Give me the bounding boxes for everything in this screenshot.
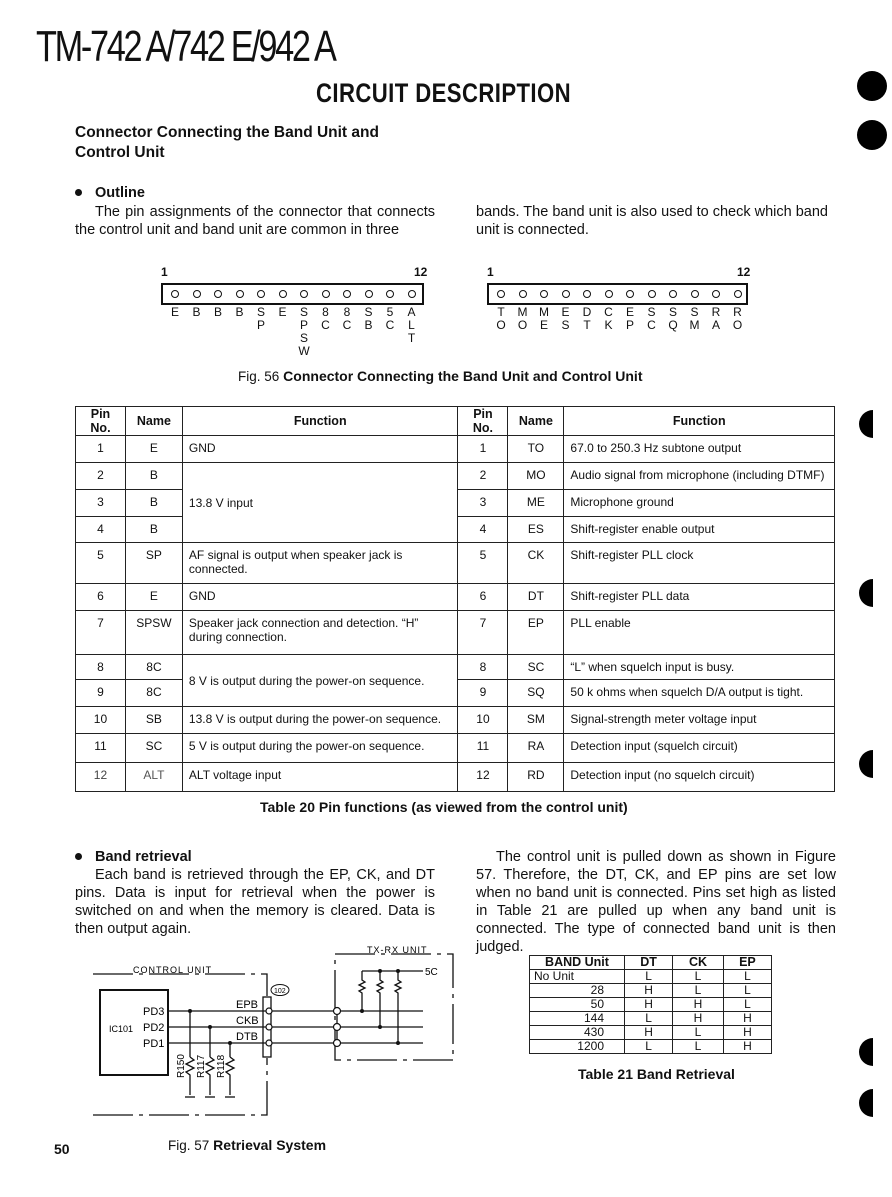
function-cell: 67.0 to 250.3 Hz subtone output (564, 436, 835, 463)
name-cell: 8C (125, 655, 182, 680)
outline-paragraph-col1: The pin assignments of the connector that connects the control unit and band unit are common in three (75, 204, 435, 238)
resistor-label-r150: R150 (176, 1054, 187, 1078)
connector-pin-label: S P (256, 305, 265, 332)
table-row (76, 436, 835, 463)
band-retrieval-paragraph-col1: Each band is retrieved through the EP, CK, and DT pins. Data is input for retrieval when the power is switched on and when the memory is cleared. Data is then output again. (75, 867, 435, 937)
name-cell: 8C (125, 680, 182, 707)
ep-cell: H (723, 1026, 771, 1040)
name-cell: SC (125, 734, 182, 763)
header-name: Name (125, 407, 182, 436)
connector-first-pin: 1 (487, 265, 494, 279)
table-row (530, 970, 772, 984)
pin-functions-table (75, 406, 835, 792)
connector-pin-icon (365, 290, 373, 298)
connector-pin-label: M E (539, 305, 549, 332)
header-pin-no: Pin No. (458, 407, 508, 436)
table-row (530, 984, 772, 998)
name-cell: E (125, 436, 182, 463)
pin-cell: 10 (458, 707, 508, 734)
header-pin-no: Pin No. (76, 407, 126, 436)
function-cell: 8 V is output during the power-on sequence. (182, 655, 458, 707)
name-cell: SC (508, 655, 564, 680)
function-cell: Speaker jack connection and detection. “H” during connection. (182, 611, 458, 655)
connector-pin-label: B (235, 305, 244, 319)
pin-cell: 1 (458, 436, 508, 463)
outline-heading (75, 184, 145, 202)
ep-cell: L (723, 970, 771, 984)
connector-pin-label: S C (647, 305, 656, 332)
function-cell: Detection input (no squelch circuit) (564, 763, 835, 792)
header-name: Name (508, 407, 564, 436)
connector-pin-icon (343, 290, 351, 298)
header-function: Function (564, 407, 835, 436)
connector-pin-label: 5 C (385, 305, 395, 332)
function-cell: “L” when squelch input is busy. (564, 655, 835, 680)
function-cell: 13.8 V input (182, 463, 458, 543)
name-cell: B (125, 463, 182, 490)
dt-cell: L (625, 970, 673, 984)
punch-hole-icon (859, 1038, 873, 1066)
dt-cell: H (625, 998, 673, 1012)
header-ep: EP (723, 956, 771, 970)
table-row (76, 655, 835, 680)
pin-cell: 5 (458, 543, 508, 584)
name-cell: SM (508, 707, 564, 734)
connector-pin-label: E S (561, 305, 570, 332)
txrx-unit-label: TX-RX UNIT (367, 945, 428, 955)
signal-label-ckb: CKB (236, 1015, 259, 1027)
connector-pin-icon (257, 290, 265, 298)
table-row (530, 998, 772, 1012)
connector-pin-icon (519, 290, 527, 298)
connector-pin-icon (734, 290, 742, 298)
pin-cell: 8 (458, 655, 508, 680)
connector-pin-label: E (278, 305, 287, 319)
connector-pin-label: S B (364, 305, 373, 332)
connector-pin-icon (214, 290, 222, 298)
ep-cell: H (723, 1040, 771, 1054)
pin-cell: 11 (76, 734, 126, 763)
name-cell: SP (125, 543, 182, 584)
connector-pin-icon (712, 290, 720, 298)
band-cell: No Unit (530, 970, 625, 984)
pin-cell: 8 (76, 655, 126, 680)
function-cell: Detection input (squelch circuit) (564, 734, 835, 763)
connector-pin-icon (583, 290, 591, 298)
name-cell: SQ (508, 680, 564, 707)
bullet-icon (75, 189, 82, 196)
header-ck: CK (673, 956, 724, 970)
table-row (76, 763, 835, 792)
pin-cell: 7 (76, 611, 126, 655)
table-header-row (530, 956, 772, 970)
connector-pin-label: B (192, 305, 201, 319)
band-retrieval-heading-text: Band retrieval (95, 849, 192, 865)
band-cell: 144 (530, 1012, 625, 1026)
fig57-caption (168, 1137, 326, 1153)
pin-cell: 2 (76, 463, 126, 490)
connector-pin-icon (605, 290, 613, 298)
signal-label-dtb: DTB (236, 1031, 258, 1043)
connector-pin-label: A L T (407, 305, 416, 345)
function-cell: AF signal is output when speaker jack is connected. (182, 543, 458, 584)
punch-hole-icon (859, 410, 873, 438)
pin-cell: 10 (76, 707, 126, 734)
ck-cell: H (673, 998, 724, 1012)
connector-diagram-control (161, 265, 431, 365)
connector-pin-label: B (213, 305, 222, 319)
function-cell: 5 V is output during the power-on sequence. (182, 734, 458, 763)
connector-pin-icon (171, 290, 179, 298)
function-cell: 13.8 V is output during the power-on sequence. (182, 707, 458, 734)
fig56-number: Fig. 56 (238, 369, 280, 384)
outline-paragraph-col2: bands. The band unit is also used to check which band unit is connected. (476, 204, 828, 238)
table-row (76, 734, 835, 763)
dt-cell: L (625, 1040, 673, 1054)
resistor-label-r117: R117 (196, 1054, 207, 1078)
fig57-number: Fig. 57 (168, 1138, 210, 1153)
table-row (76, 543, 835, 584)
table20-caption: Table 20 Pin functions (as viewed from the control unit) (260, 799, 628, 815)
connector-first-pin: 1 (161, 265, 168, 279)
punch-hole-icon (857, 120, 887, 150)
name-cell: EP (508, 611, 564, 655)
fig57-text: Retrieval System (213, 1137, 327, 1153)
function-cell: Audio signal from microphone (including DTMF) (564, 463, 835, 490)
header-function: Function (182, 407, 458, 436)
table-row (76, 584, 835, 611)
name-cell: SPSW (125, 611, 182, 655)
ck-cell: L (673, 1040, 724, 1054)
pin-cell: 1 (76, 436, 126, 463)
punch-hole-icon (859, 579, 873, 607)
signal-label-epb: EPB (236, 999, 259, 1011)
punch-hole-icon (859, 1089, 873, 1117)
pin-cell: 6 (458, 584, 508, 611)
pin-cell: 12 (76, 763, 126, 792)
connector-pin-icon (236, 290, 244, 298)
connector-pin-label: R O (732, 305, 743, 332)
pin-cell: 6 (76, 584, 126, 611)
fig56-text: Connector Connecting the Band Unit and Control Unit (283, 368, 643, 384)
retrieval-system-schematic (85, 940, 465, 1120)
connector-pin-label: D T (582, 305, 592, 332)
ck-cell: H (673, 1012, 724, 1026)
subsection-title (75, 123, 455, 163)
name-cell: DT (508, 584, 564, 611)
ic-label: IC101 (109, 1024, 134, 1034)
header-band-unit: BAND Unit (530, 956, 625, 970)
function-cell: Microphone ground (564, 490, 835, 517)
bullet-icon (75, 853, 82, 860)
connector-pin-icon (300, 290, 308, 298)
name-cell: B (125, 490, 182, 517)
connector-pin-icon (562, 290, 570, 298)
pin-cell: 2 (458, 463, 508, 490)
connector-pin-label: R A (711, 305, 721, 332)
pin-cell: 4 (76, 517, 126, 543)
ck-cell: L (673, 984, 724, 998)
band-cell: 1200 (530, 1040, 625, 1054)
table-row (76, 463, 835, 490)
function-cell: 50 k ohms when squelch D/A output is tight. (564, 680, 835, 707)
band-cell: 50 (530, 998, 625, 1012)
table-header-row (76, 407, 835, 436)
ck-cell: L (673, 970, 724, 984)
pin-label-pd1: PD1 (143, 1038, 165, 1050)
name-cell: RD (508, 763, 564, 792)
supply-label: 5C (425, 967, 438, 978)
resistor-label-r118: R118 (216, 1054, 227, 1078)
pin-cell: 12 (458, 763, 508, 792)
ep-cell: L (723, 998, 771, 1012)
function-cell: Signal-strength meter voltage input (564, 707, 835, 734)
pin-cell: 9 (76, 680, 126, 707)
pin-cell: 7 (458, 611, 508, 655)
pin-cell: 9 (458, 680, 508, 707)
connector-pin-label: C K (604, 305, 613, 332)
function-cell: Shift-register PLL data (564, 584, 835, 611)
name-cell: ALT (125, 763, 182, 792)
band-retrieval-table (529, 955, 772, 1054)
header-dt: DT (625, 956, 673, 970)
connector-last-pin: 12 (737, 265, 751, 279)
name-cell: SB (125, 707, 182, 734)
band-retrieval-heading (75, 848, 192, 866)
function-cell: PLL enable (564, 611, 835, 655)
punch-hole-icon (857, 71, 887, 101)
connector-pin-label: S M (689, 305, 700, 332)
name-cell: E (125, 584, 182, 611)
function-cell: ALT voltage input (182, 763, 458, 792)
table-row (76, 611, 835, 655)
name-cell: MO (508, 463, 564, 490)
function-cell: Shift-register PLL clock (564, 543, 835, 584)
connector-pin-label: M O (517, 305, 528, 332)
connector-pin-icon (279, 290, 287, 298)
connector-pin-icon (408, 290, 416, 298)
outline-heading-text: Outline (95, 185, 145, 201)
band-cell: 28 (530, 984, 625, 998)
connector-pin-label: 8 C (321, 305, 330, 332)
pin-label-pd2: PD2 (143, 1022, 165, 1034)
subsection-title-line2: Control Unit (75, 144, 165, 161)
band-cell: 430 (530, 1026, 625, 1040)
connector-pin-icon (322, 290, 330, 298)
function-cell: GND (182, 436, 458, 463)
connector-pin-label: T O (496, 305, 506, 332)
connector-pin-icon (386, 290, 394, 298)
page-number: 50 (54, 1141, 70, 1157)
pin-cell: 5 (76, 543, 126, 584)
name-cell: ME (508, 490, 564, 517)
function-cell: Shift-register enable output (564, 517, 835, 543)
connector-pin-icon (669, 290, 677, 298)
name-cell: CK (508, 543, 564, 584)
pin-cell: 4 (458, 517, 508, 543)
table21-caption: Table 21 Band Retrieval (578, 1066, 735, 1082)
punch-hole-icon (859, 750, 873, 778)
dt-cell: L (625, 1012, 673, 1026)
connector-diagram-band (487, 265, 757, 345)
table-row (530, 1026, 772, 1040)
pin-cell: 3 (458, 490, 508, 517)
model-title: TM-742 A/742 E/942 A (36, 22, 335, 71)
connector-pin-icon (497, 290, 505, 298)
control-unit-label: CONTROL UNIT (133, 965, 213, 975)
dt-cell: H (625, 984, 673, 998)
connector-last-pin: 12 (414, 265, 428, 279)
table-row (76, 707, 835, 734)
ep-cell: H (723, 1012, 771, 1026)
name-cell: ES (508, 517, 564, 543)
section-title: CIRCUIT DESCRIPTION (316, 78, 572, 108)
connector-pin-label: S Q (668, 305, 678, 332)
function-cell: GND (182, 584, 458, 611)
connector-ref-label: 102 (274, 988, 286, 995)
pin-label-pd3: PD3 (143, 1006, 165, 1018)
subsection-title-line1: Connector Connecting the Band Unit and (75, 124, 379, 141)
pin-cell: 11 (458, 734, 508, 763)
name-cell: B (125, 517, 182, 543)
table-row (530, 1040, 772, 1054)
connector-pin-icon (193, 290, 201, 298)
dt-cell: H (625, 1026, 673, 1040)
connector-pin-icon (691, 290, 699, 298)
name-cell: TO (508, 436, 564, 463)
name-cell: RA (508, 734, 564, 763)
connector-pin-icon (648, 290, 656, 298)
table-row (530, 1012, 772, 1026)
connector-pin-icon (540, 290, 548, 298)
connector-pin-label: S P S W (298, 305, 310, 358)
band-retrieval-paragraph-col2: The control unit is pulled down as shown in Figure 57. Therefore, the DT, CK, and EP pins are set low when no band unit is connected. Pins set high as listed in Table 21 are pulled up when any band unit is connected. The type of connected band unit is then judged. (476, 849, 836, 955)
connector-pin-label: E (170, 305, 179, 319)
connector-pin-label: 8 C (342, 305, 352, 332)
ep-cell: L (723, 984, 771, 998)
connector-pin-label: E P (625, 305, 634, 332)
fig56-caption (238, 368, 642, 384)
pin-cell: 3 (76, 490, 126, 517)
connector-pin-icon (626, 290, 634, 298)
ck-cell: L (673, 1026, 724, 1040)
